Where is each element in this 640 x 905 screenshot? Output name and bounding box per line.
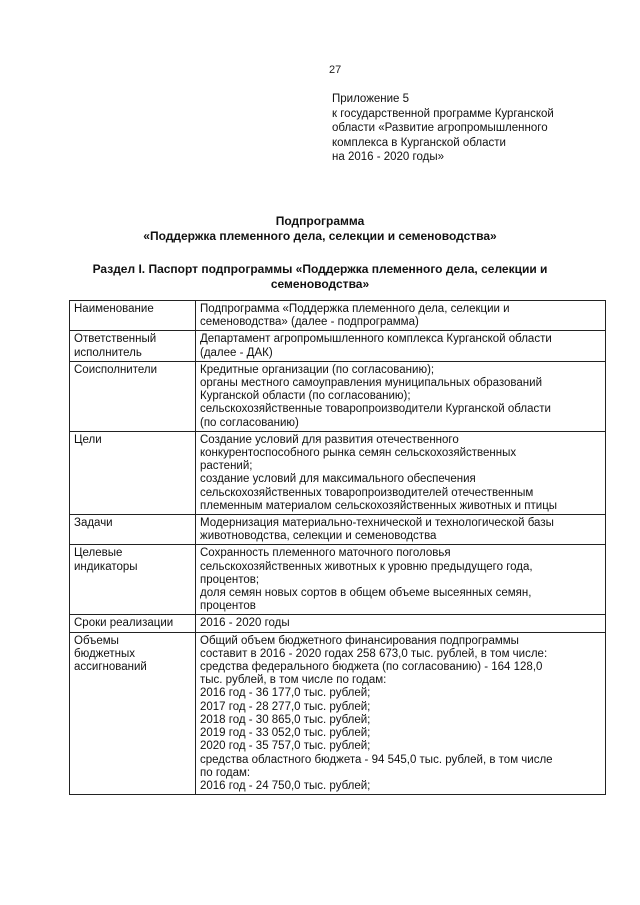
passport-row xyxy=(70,515,606,545)
passport-content-line: 2019 год - 33 052,0 тыс. рублей; xyxy=(200,727,371,740)
passport-row xyxy=(70,615,606,632)
passport-row-content xyxy=(196,615,606,632)
passport-content-line: Создание условий для развития отечественного xyxy=(200,433,459,446)
passport-content-line: животноводства, селекции и семеноводства xyxy=(200,530,437,543)
passport-content-line: (далее - ДАК) xyxy=(200,346,273,359)
passport-content-line: (по согласованию) xyxy=(200,416,299,429)
passport-table-body xyxy=(70,301,606,795)
subprogram-heading-line: Подпрограмма xyxy=(275,214,365,228)
passport-label-line: Сроки реализации xyxy=(74,617,174,630)
passport-row-label xyxy=(70,361,196,431)
subprogram-heading xyxy=(0,214,640,243)
passport-label-line: ассигнований xyxy=(74,661,147,674)
passport-content-line: процентов xyxy=(200,600,256,613)
passport-row-content xyxy=(196,515,606,545)
passport-label-line: Соисполнители xyxy=(74,363,158,376)
passport-content-line: Модернизация материально-технической и технологической базы xyxy=(200,517,554,530)
passport-row-label xyxy=(70,545,196,615)
appendix-line: к государственной программе Курганской xyxy=(332,107,554,120)
passport-label-line: исполнитель xyxy=(74,346,142,359)
passport-content-line: органы местного самоуправления муниципальных образований xyxy=(200,377,542,390)
passport-row-content xyxy=(196,361,606,431)
passport-content-line: 2017 год - 28 277,0 тыс. рублей; xyxy=(200,700,371,713)
passport-row-content xyxy=(196,632,606,794)
passport-content-line: тыс. рублей, в том числе по годам: xyxy=(200,674,387,687)
appendix-line: комплекса в Курганской области xyxy=(332,136,506,149)
passport-content-line: средства областного бюджета - 94 545,0 тыс. рублей, в том числе xyxy=(200,753,553,766)
passport-row xyxy=(70,545,606,615)
appendix-line: области «Развитие агропромышленного xyxy=(332,122,548,134)
passport-content-line: Общий объем бюджетного финансирования подпрограммы xyxy=(200,634,519,647)
section-heading-line: Раздел I. Паспорт подпрограммы «Поддержка племенного дела, селекции и xyxy=(92,262,548,276)
appendix-line: на 2016 - 2020 годы» xyxy=(332,151,444,163)
passport-row-content xyxy=(196,545,606,615)
passport-content-line: сельскохозяйственные товаропроизводители Курганской области xyxy=(200,403,551,416)
passport-content-line: создание условий для максимального обеспечения xyxy=(200,473,476,486)
passport-content-line: Департамент агропромышленного комплекса Курганской области xyxy=(200,333,552,346)
passport-row-label xyxy=(70,632,196,794)
section-heading xyxy=(0,262,640,291)
passport-content-line: Подпрограмма «Поддержка племенного дела, селекции и xyxy=(200,303,510,315)
passport-content-line: семеноводства» (далее - подпрограмма) xyxy=(200,316,419,329)
passport-content-line: Кредитные организации (по согласованию); xyxy=(200,363,435,376)
passport-row-label xyxy=(70,301,196,331)
passport-content-line: растений; xyxy=(200,460,253,473)
passport-content-line: составит в 2016 - 2020 годах 258 673,0 тыс. рублей, в том числе: xyxy=(200,647,548,660)
passport-label-line: бюджетных xyxy=(74,647,136,660)
passport-row-label xyxy=(70,515,196,545)
passport-content-line: племенным материалом сельскохозяйственных животных и птицы xyxy=(200,499,558,512)
passport-content-line: доля семян новых сортов в общем объеме высеянных семян, xyxy=(200,587,532,600)
passport-label-line: Задачи xyxy=(74,517,113,530)
passport-label-line: Цели xyxy=(74,433,102,446)
passport-row-label xyxy=(70,431,196,514)
passport-content-line: 2018 год - 30 865,0 тыс. рублей; xyxy=(200,713,371,726)
passport-label-line: Ответственный xyxy=(74,333,157,346)
passport-content-line: конкурентоспособного рынка семян сельскохозяйственных xyxy=(200,447,517,460)
passport-row xyxy=(70,301,606,331)
passport-content-line: 2016 год - 24 750,0 тыс. рублей; xyxy=(200,779,371,792)
passport-content-line: 2016 - 2020 годы xyxy=(200,617,290,630)
passport-label-line: Целевые xyxy=(74,547,123,560)
subprogram-heading-line: «Поддержка племенного дела, селекции и семеноводства» xyxy=(143,228,497,243)
passport-content-line: сельскохозяйственных товаропроизводителей отечественным xyxy=(200,486,534,499)
passport-row xyxy=(70,632,606,794)
passport-content-line: сельскохозяйственных животных к уровню предыдущего года, xyxy=(200,560,533,573)
passport-label-line: Объемы xyxy=(74,634,119,647)
passport-content-line: 2020 год - 35 757,0 тыс. рублей; xyxy=(200,740,371,753)
passport-content-line: процентов; xyxy=(200,573,260,586)
passport-label-line: Наименование xyxy=(74,303,154,315)
passport-row xyxy=(70,331,606,361)
section-heading-line: семеноводства» xyxy=(270,276,370,291)
appendix-line: Приложение 5 xyxy=(332,93,410,105)
passport-content-line: 2016 год - 36 177,0 тыс. рублей; xyxy=(200,687,371,700)
passport-row xyxy=(70,431,606,514)
passport-row-content xyxy=(196,431,606,514)
passport-content-line: средства федерального бюджета (по согласованию) - 164 128,0 xyxy=(200,661,543,674)
appendix-note xyxy=(332,92,622,165)
passport-label-line: индикаторы xyxy=(74,560,138,573)
passport-row-label xyxy=(70,615,196,632)
passport-row xyxy=(70,361,606,431)
passport-row-content xyxy=(196,331,606,361)
passport-content-line: по годам: xyxy=(200,766,251,779)
page-number: 27 xyxy=(329,64,342,76)
passport-row-content xyxy=(196,301,606,331)
passport-table xyxy=(69,300,606,795)
passport-content-line: Сохранность племенного маточного поголовья xyxy=(200,547,451,560)
passport-content-line: Курганской области (по согласованию); xyxy=(200,390,411,403)
passport-row-label xyxy=(70,331,196,361)
